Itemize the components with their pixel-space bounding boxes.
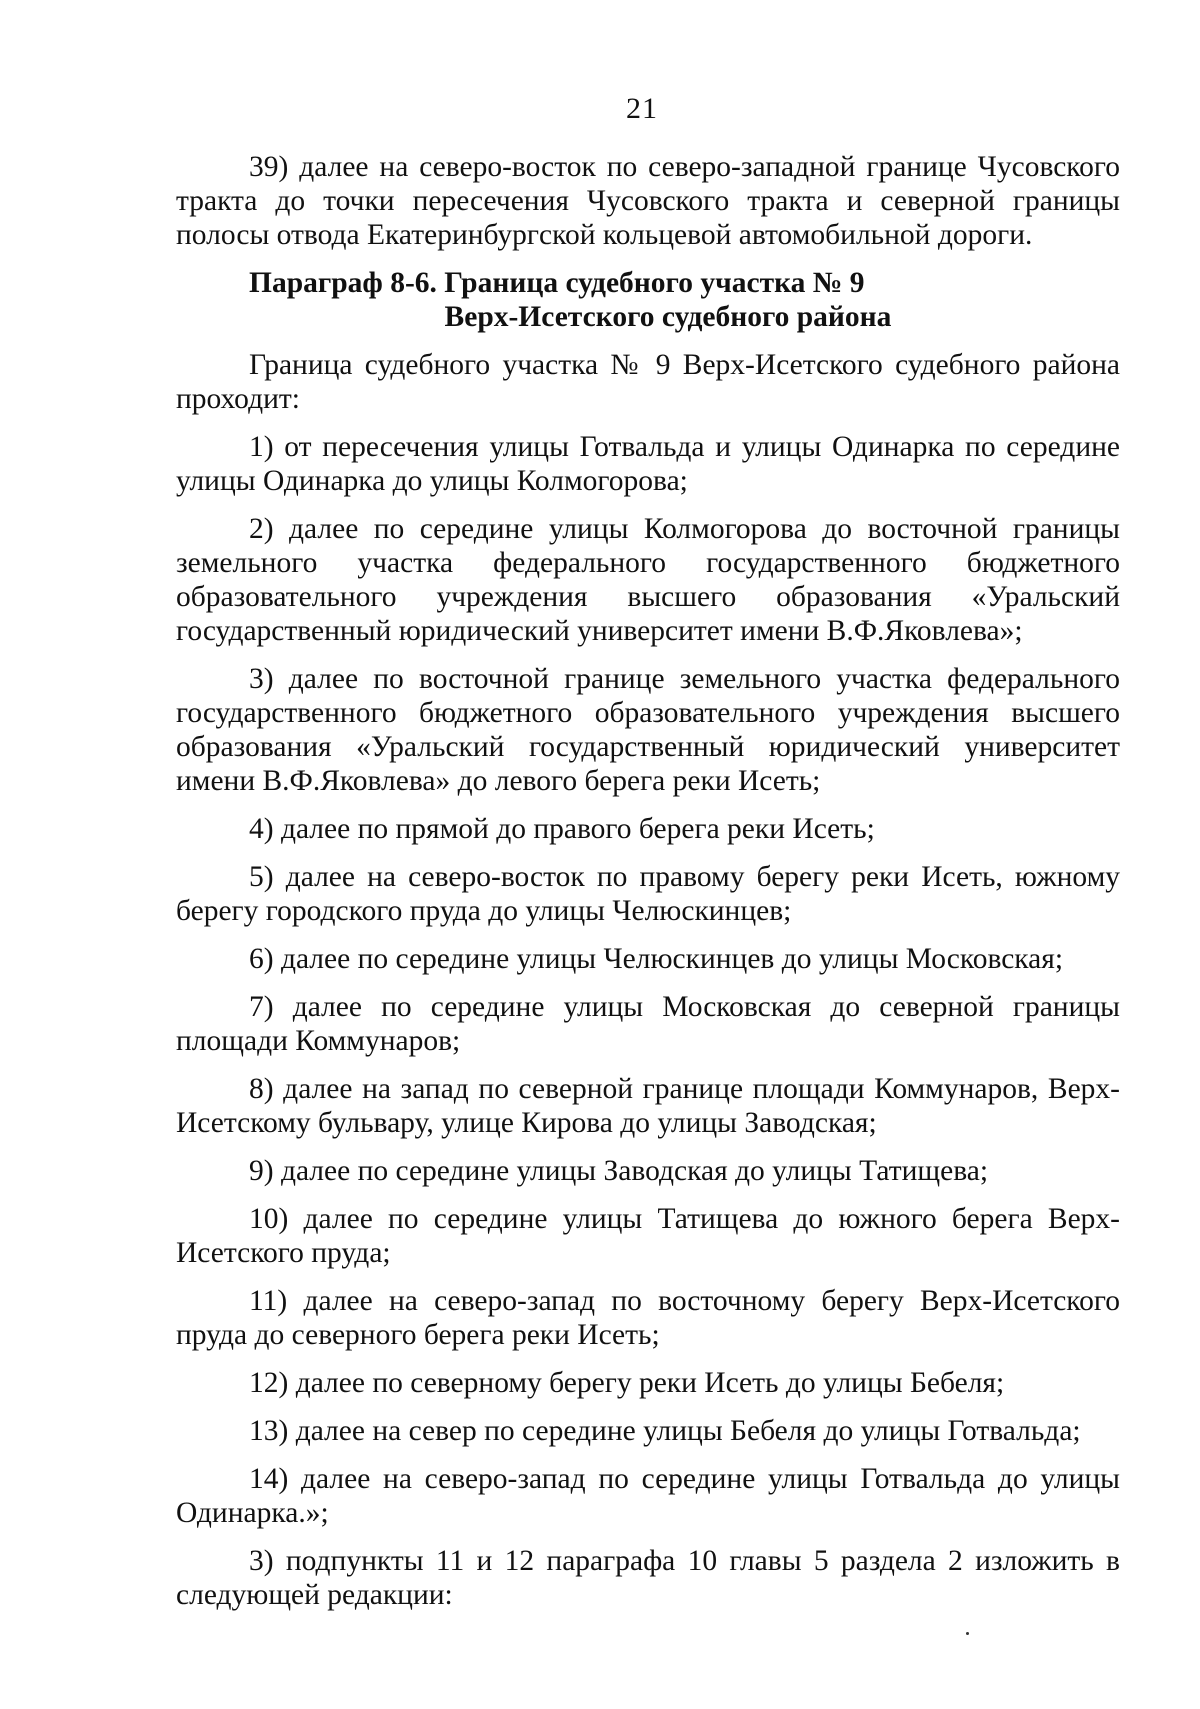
paragraph-amendment-3: 3) подпункты 11 и 12 параграфа 10 главы 5 раздела 2 изложить в следующей редакции: xyxy=(176,1545,1120,1611)
paragraph-item-10: 10) далее по середине улицы Татищева до южного берега Верх-Исетского пруда; xyxy=(176,1203,1120,1269)
paragraph-item-9: 9) далее по середине улицы Заводская до улицы Татищева; xyxy=(249,1155,989,1187)
paragraph-item-8: 8) далее на запад по северной границе площади Коммунаров, Верх-Исетскому бульвару, улице Кирова до улицы Заводская; xyxy=(176,1073,1120,1139)
paragraph-item-11: 11) далее на северо-запад по восточному берегу Верх-Исетского пруда до северного берега реки Исеть; xyxy=(176,1285,1120,1351)
section-heading-line-1: Параграф 8-6. Граница судебного участка № 9 xyxy=(249,267,865,299)
paragraph-item-5: 5) далее на северо-восток по правому берегу реки Исеть, южному берегу городского пруда до улицы Челюскинцев; xyxy=(176,861,1120,927)
paragraph-item-13: 13) далее на север по середине улицы Бебеля до улицы Готвальда; xyxy=(249,1415,1081,1447)
page-number: 21 xyxy=(626,92,658,125)
paragraph-item-14: 14) далее на северо-запад по середине улицы Готвальда до улицы Одинарка.»; xyxy=(176,1463,1120,1529)
paragraph-item-6: 6) далее по середине улицы Челюскинцев до улицы Московская; xyxy=(249,943,1064,975)
scan-speck xyxy=(966,1632,969,1635)
paragraph-item-7: 7) далее по середине улицы Московская до северной границы площади Коммунаров; xyxy=(176,991,1120,1057)
paragraph-item-39: 39) далее на северо-восток по северо-западной границе Чусовского тракта до точки пересечения Чусовского тракта и северной границы полосы отвода Екатеринбургской кольцевой автомобильной дороги. xyxy=(176,151,1120,251)
paragraph-item-3: 3) далее по восточной границе земельного участка федерального государственного бюджетного образовательного учреждения высшего образования «Уральский государственный юридический университет имени В.Ф.Яковлева» до левого берега реки Исеть; xyxy=(176,663,1120,797)
paragraph-item-4: 4) далее по прямой до правого берега реки Исеть; xyxy=(249,813,875,845)
section-heading-line-2: Верх-Исетского судебного района xyxy=(444,301,892,333)
paragraph-intro: Граница судебного участка № 9 Верх-Исетского судебного района проходит: xyxy=(176,349,1120,415)
document-body xyxy=(176,150,1120,1626)
paragraph-item-1: 1) от пересечения улицы Готвальда и улицы Одинарка по середине улицы Одинарка до улицы Колмогорова; xyxy=(176,431,1120,497)
section-heading xyxy=(176,266,1120,334)
paragraph-item-2: 2) далее по середине улицы Колмогорова до восточной границы земельного участка федерального государственного бюджетного образовательного учреждения высшего образования «Уральский государственный юридический университет имени В.Ф.Яковлева»; xyxy=(176,513,1120,647)
paragraph-item-12: 12) далее по северному берегу реки Исеть до улицы Бебеля; xyxy=(249,1367,1005,1399)
